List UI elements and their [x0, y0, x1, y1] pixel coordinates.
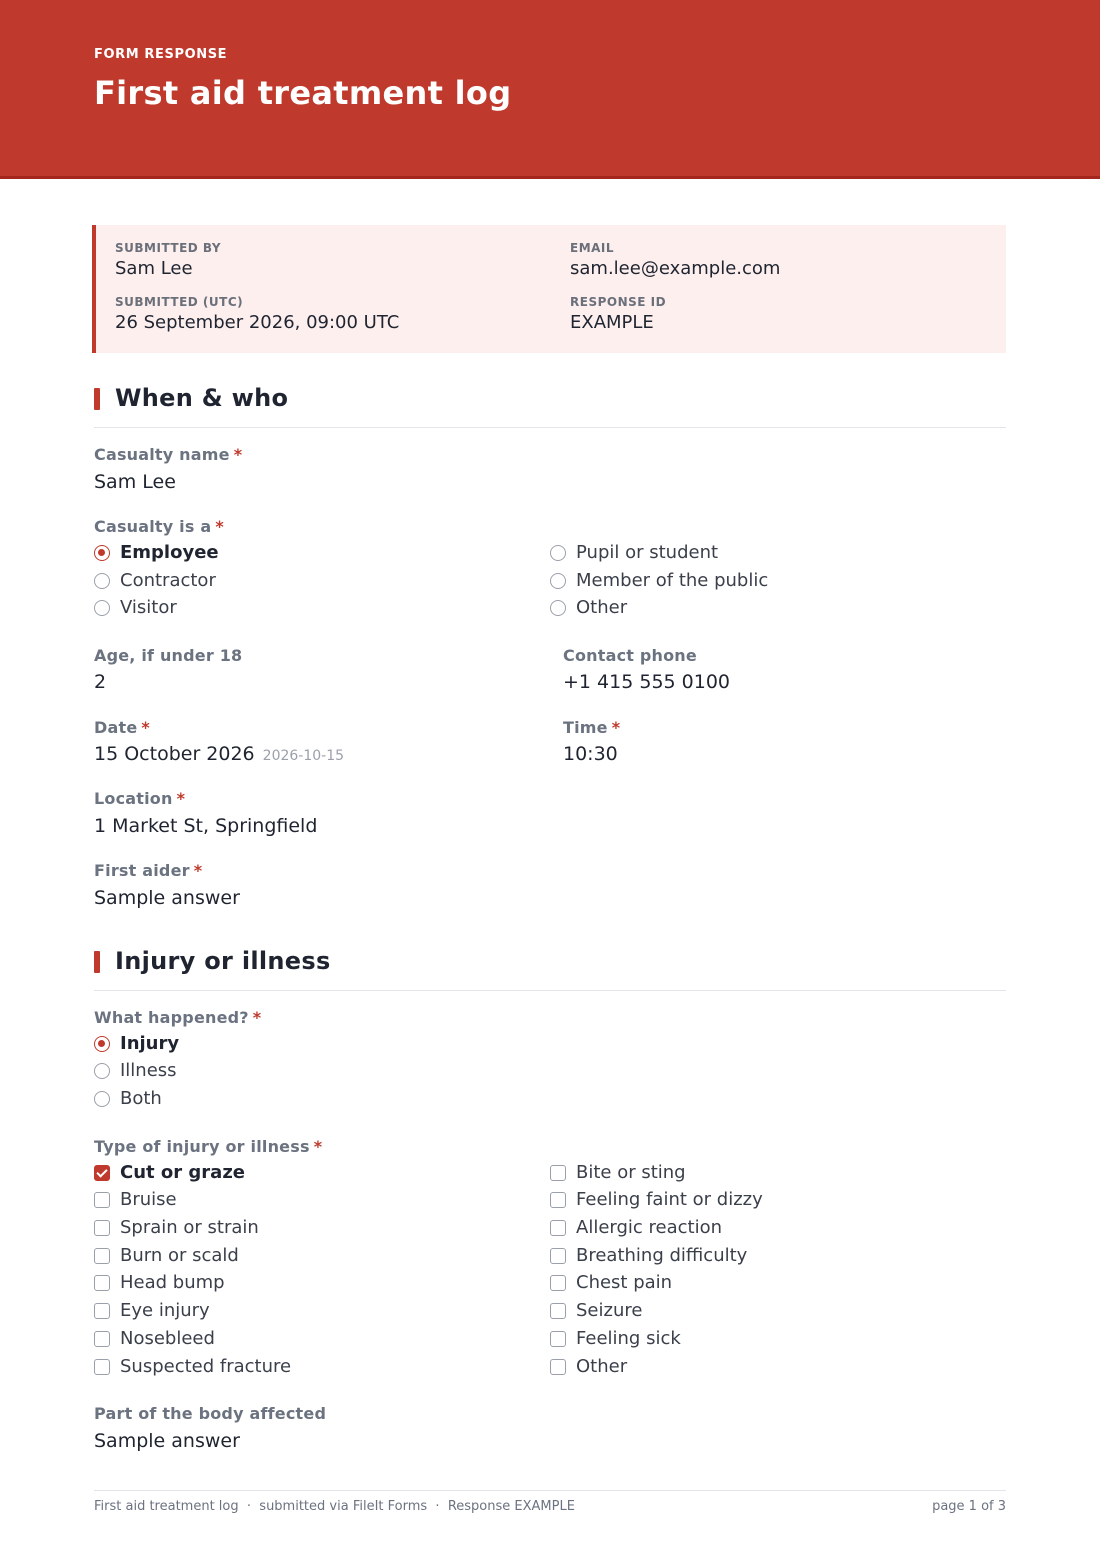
option-label: Feeling sick	[576, 1328, 681, 1349]
footer-form-name: First aid treatment log	[94, 1499, 239, 1514]
checkbox-icon	[550, 1165, 566, 1181]
radio-icon	[550, 545, 566, 561]
contact-phone-label: Contact phone	[563, 646, 697, 665]
label-text: Casualty name	[94, 445, 230, 464]
required-marker: *	[193, 861, 203, 880]
option-label: Visitor	[120, 597, 177, 618]
body-part-value: Sample answer	[94, 1430, 240, 1452]
submitted-by-label: SUBMITTED BY	[115, 241, 222, 255]
label-text: What happened?	[94, 1008, 249, 1027]
checkbox-icon	[550, 1303, 566, 1319]
submitted-utc-value: 26 September 2026, 09:00 UTC	[115, 312, 400, 333]
option-label: Sprain or strain	[120, 1217, 259, 1238]
checkbox-icon	[94, 1192, 110, 1208]
option-label: Nosebleed	[120, 1328, 215, 1349]
radio-icon	[94, 573, 110, 589]
footer-via: submitted via FileIt Forms	[259, 1499, 428, 1514]
checkbox-icon	[550, 1192, 566, 1208]
option-label: Other	[576, 597, 628, 618]
label-text: Location	[94, 789, 173, 808]
response-id-value: EXAMPLE	[570, 312, 654, 333]
option-label: Both	[120, 1088, 162, 1109]
checkbox-icon	[550, 1248, 566, 1264]
radio-icon	[94, 600, 110, 616]
section-accent-bar	[94, 951, 100, 973]
casualty-name-value: Sam Lee	[94, 471, 176, 493]
required-marker: *	[215, 517, 224, 536]
label-text: Type of injury or illness	[94, 1137, 310, 1156]
header-banner	[0, 0, 1100, 179]
email	[570, 241, 780, 279]
checkbox-icon	[94, 1248, 110, 1264]
section-injury-illness	[94, 947, 1006, 991]
date-display: 15 October 2026	[94, 743, 255, 765]
label-text: First aider	[94, 861, 190, 880]
option-label: Member of the public	[576, 570, 769, 591]
footer-separator: ·	[246, 1499, 252, 1514]
option-label: Breathing difficulty	[576, 1245, 748, 1266]
radio-icon	[550, 573, 566, 589]
option-label: Eye injury	[120, 1300, 210, 1321]
date-value	[94, 743, 344, 765]
checkbox-icon	[550, 1220, 566, 1236]
checkbox-icon	[550, 1359, 566, 1375]
response-id-label: RESPONSE ID	[570, 295, 667, 309]
required-marker: *	[176, 789, 186, 808]
required-marker: *	[313, 1137, 323, 1156]
checkbox-icon	[94, 1359, 110, 1375]
footer-response: Response EXAMPLE	[447, 1499, 575, 1514]
submission-meta	[92, 225, 1006, 353]
required-marker: *	[141, 718, 150, 737]
option-label: Seizure	[576, 1300, 643, 1321]
option-label: Employee	[120, 542, 219, 563]
time-label	[563, 718, 620, 737]
radio-icon	[94, 1063, 110, 1079]
required-marker: *	[611, 718, 621, 737]
radio-icon	[550, 600, 566, 616]
label-text: Time	[563, 718, 608, 737]
age-value: 2	[94, 671, 107, 693]
option-label: Feeling faint or dizzy	[576, 1189, 763, 1210]
option-label: Chest pain	[576, 1272, 673, 1293]
section-title: When & who	[115, 384, 289, 412]
email-label: EMAIL	[570, 241, 615, 255]
response-id	[570, 295, 666, 333]
location-label	[94, 789, 185, 808]
label-text: Casualty is a	[94, 517, 212, 536]
date-iso: 2026-10-15	[262, 748, 345, 764]
checkbox-icon	[94, 1275, 110, 1291]
page-title: First aid treatment log	[94, 74, 512, 112]
option-label: Cut or graze	[120, 1162, 245, 1183]
option-label: Head bump	[120, 1272, 225, 1293]
location-value: 1 Market St, Springfield	[94, 815, 318, 837]
first-aider-value: Sample answer	[94, 887, 240, 909]
section-accent-bar	[94, 388, 100, 410]
submitted-utc	[115, 295, 399, 333]
age-label: Age, if under 18	[94, 646, 243, 665]
contact-phone-value: +1 415 555 0100	[563, 671, 731, 693]
body-part-label: Part of the body affected	[94, 1404, 327, 1423]
submitted-by	[115, 241, 221, 279]
time-value: 10:30	[563, 743, 618, 765]
option-label: Contractor	[120, 570, 216, 591]
option-label: Allergic reaction	[576, 1217, 723, 1238]
option-label: Bruise	[120, 1189, 177, 1210]
what-happened-label	[94, 1008, 261, 1027]
radio-icon	[94, 1036, 110, 1052]
page-footer	[94, 1490, 1006, 1514]
option-label: Bite or sting	[576, 1162, 686, 1183]
required-marker: *	[252, 1008, 262, 1027]
page-number: page 1 of 3	[932, 1499, 1006, 1514]
checkbox-icon	[550, 1331, 566, 1347]
submitted-by-value: Sam Lee	[115, 258, 193, 279]
label-text: Date	[94, 718, 138, 737]
radio-icon	[94, 545, 110, 561]
option-label: Pupil or student	[576, 542, 719, 563]
checkbox-icon	[94, 1303, 110, 1319]
option-label: Other	[576, 1356, 628, 1377]
checkbox-icon	[94, 1165, 110, 1181]
email-value: sam.lee@example.com	[570, 258, 781, 279]
checkbox-icon	[550, 1275, 566, 1291]
injury-type-label	[94, 1137, 322, 1156]
date-label	[94, 718, 150, 737]
checkbox-icon	[94, 1331, 110, 1347]
option-label: Suspected fracture	[120, 1356, 292, 1377]
casualty-name-label	[94, 445, 242, 464]
form-response-eyebrow: FORM RESPONSE	[94, 47, 228, 62]
option-label: Injury	[120, 1033, 180, 1054]
section-when-who	[94, 384, 1006, 428]
option-label: Illness	[120, 1060, 177, 1081]
footer-separator: ·	[435, 1499, 440, 1514]
radio-icon	[94, 1091, 110, 1107]
casualty-is-label	[94, 517, 224, 536]
first-aider-label	[94, 861, 202, 880]
option-label: Burn or scald	[120, 1245, 239, 1266]
submitted-utc-label: SUBMITTED (UTC)	[115, 295, 244, 309]
checkbox-icon	[94, 1220, 110, 1236]
required-marker: *	[233, 445, 243, 464]
section-title: Injury or illness	[115, 947, 331, 975]
